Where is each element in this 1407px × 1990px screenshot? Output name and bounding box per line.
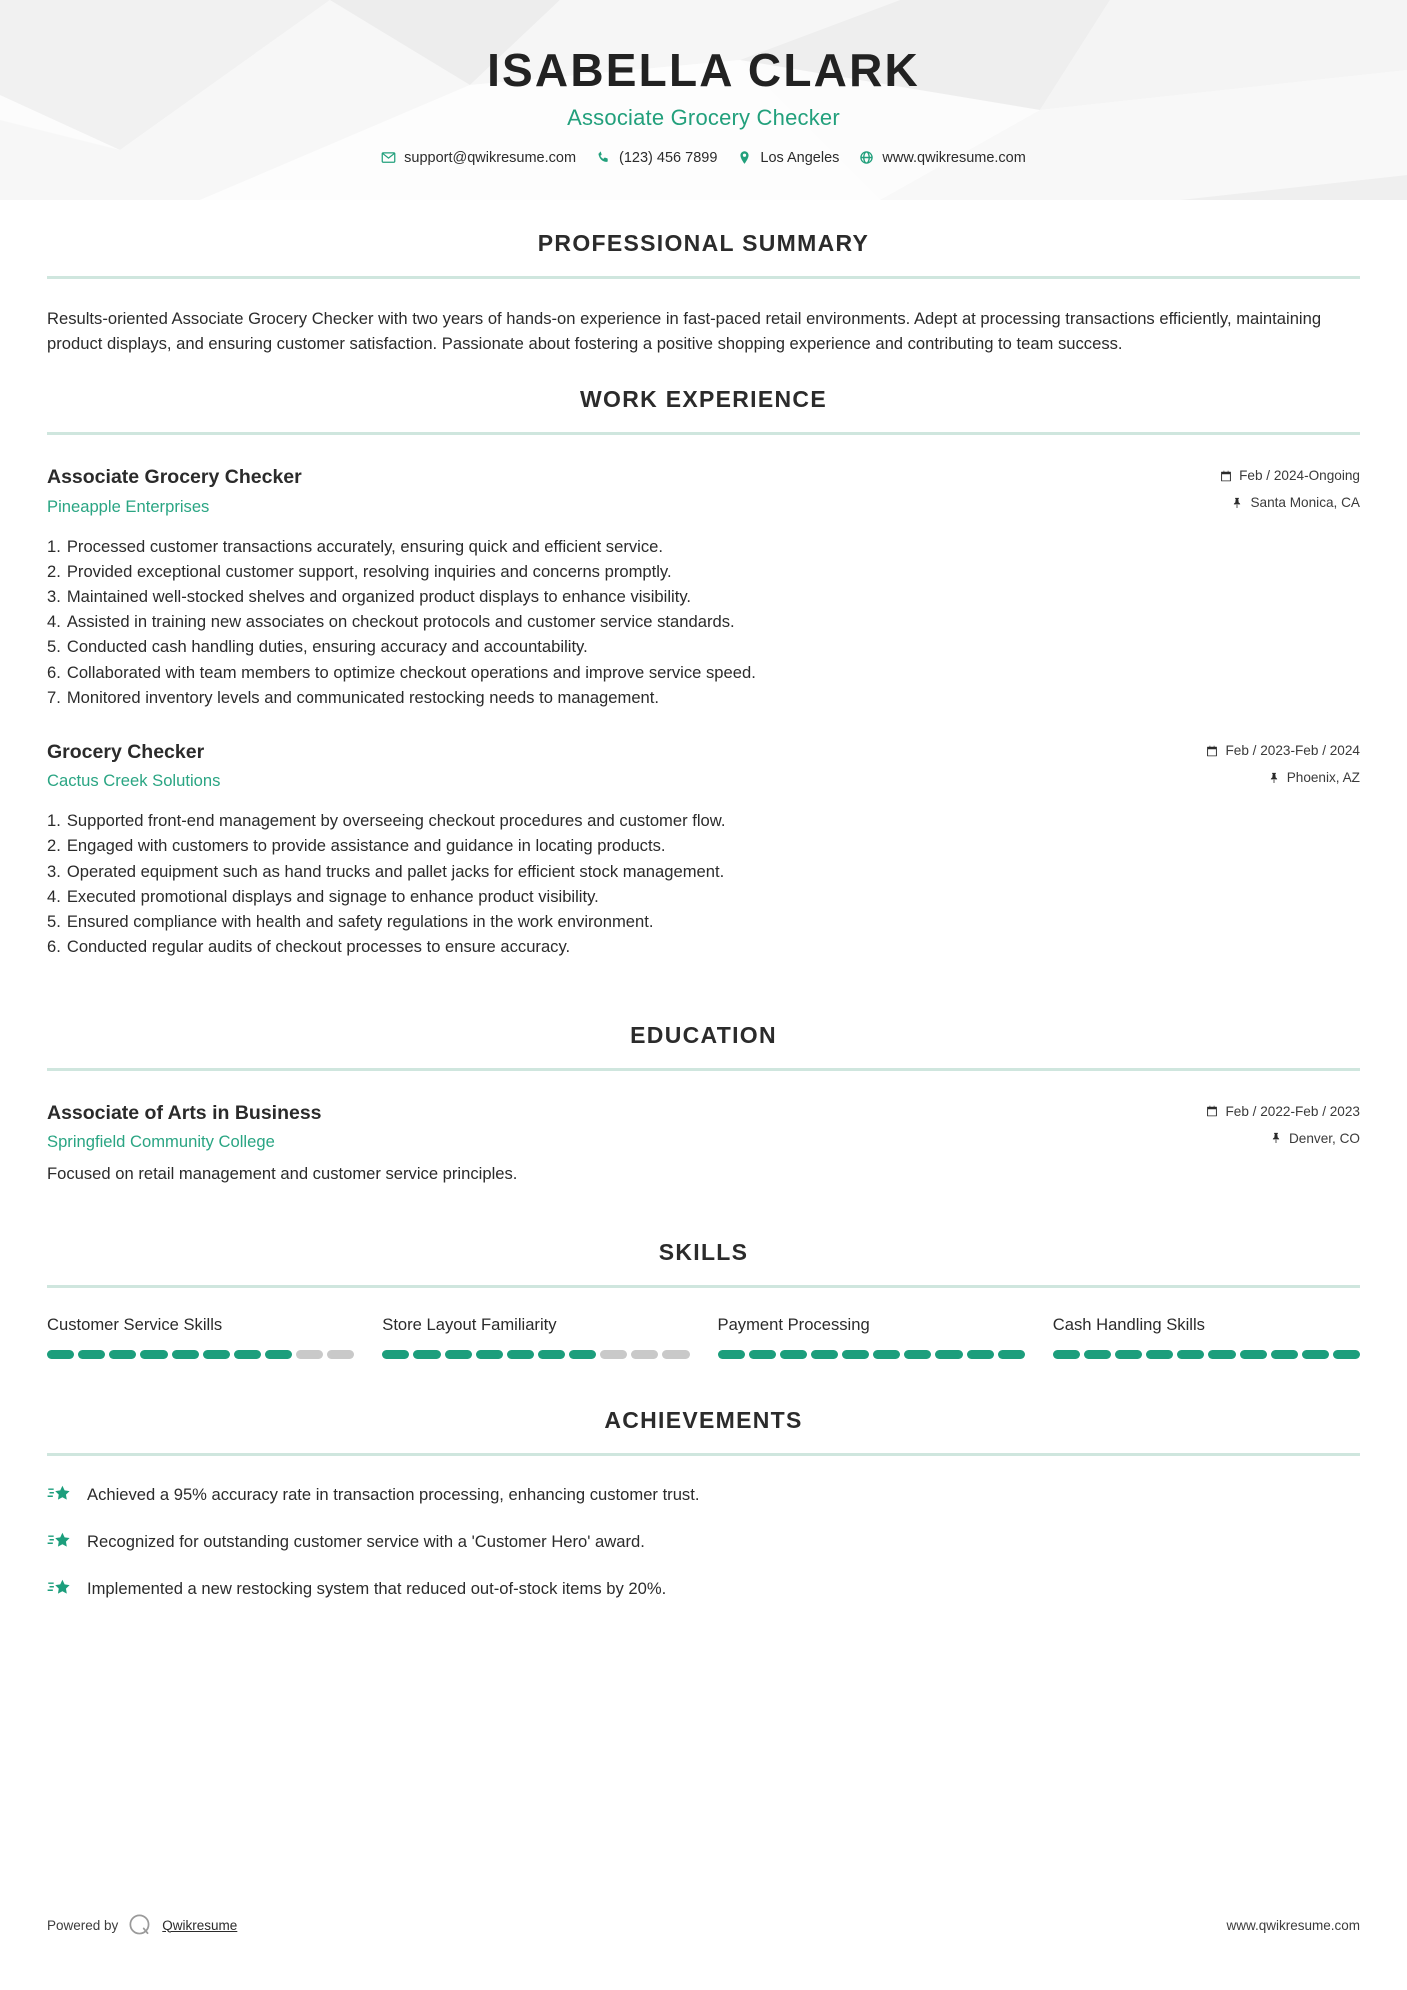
- bullet-text: Assisted in training new associates on checkout protocols and customer service standards.: [66, 612, 735, 632]
- skill-item: [1053, 1314, 1360, 1360]
- skill-meter-segment: [1053, 1350, 1080, 1359]
- contact-phone-value: (123) 456 7899: [619, 149, 718, 166]
- section-divider: [47, 276, 1360, 279]
- education-location: [1206, 1131, 1360, 1146]
- skill-meter-segment: [1146, 1350, 1173, 1359]
- education-dates: [1206, 1104, 1360, 1119]
- bullet-text: Ensured compliance with health and safety regulations in the work environment.: [66, 912, 654, 932]
- experience-dates: [1206, 743, 1360, 758]
- bullet-item: 6. Conducted regular audits of checkout processes to ensure accuracy.: [47, 934, 1360, 959]
- page-footer: [0, 1912, 1407, 1938]
- brand-name-link[interactable]: Qwikresume: [162, 1917, 238, 1933]
- achievement-item: [47, 1482, 1360, 1507]
- bullet-item: 7. Monitored inventory levels and communicated restocking needs to management.: [47, 685, 1360, 710]
- skill-meter-segment: [476, 1350, 503, 1359]
- skill-meter-segment: [234, 1350, 261, 1359]
- bullet-text: Operated equipment such as hand trucks and pallet jacks for efficient stock management.: [66, 861, 725, 881]
- skill-meter-segment: [109, 1350, 136, 1359]
- pushpin-icon: [1268, 772, 1280, 784]
- section-heading-skills: SKILLS: [658, 1238, 749, 1265]
- experience-location-value: Phoenix, AZ: [1286, 770, 1360, 786]
- skill-meter-segment: [935, 1350, 962, 1359]
- skill-meter: [47, 1350, 354, 1359]
- skill-meter-segment: [140, 1350, 167, 1359]
- skill-meter-segment: [1302, 1350, 1329, 1359]
- footer-website[interactable]: www.qwikresume.com: [1226, 1917, 1360, 1933]
- job-title: Associate Grocery Checker: [567, 104, 840, 130]
- skill-meter-segment: [718, 1350, 745, 1359]
- skill-meter-segment: [842, 1350, 869, 1359]
- bullet-text: Supported front-end management by overseeing checkout procedures and customer flow.: [66, 811, 726, 831]
- achievements-list: [47, 1482, 1360, 1601]
- bullet-item: 6. Collaborated with team members to optimize checkout operations and improve service speed.: [47, 660, 1360, 685]
- skill-meter-segment: [600, 1350, 627, 1359]
- skill-label: Payment Processing: [717, 1314, 870, 1334]
- bullet-text: Conducted regular audits of checkout processes to ensure accuracy.: [66, 937, 571, 957]
- experience-entry: [47, 465, 1360, 710]
- bullet-item: 3. Maintained well-stocked shelves and organized product displays to enhance visibility.: [47, 584, 1360, 609]
- shooting-star-icon: [47, 1576, 72, 1601]
- pushpin-icon: [1231, 497, 1243, 509]
- contact-website-value: www.qwikresume.com: [882, 149, 1026, 166]
- experience-dates-value: Feb / 2023-Feb / 2024: [1225, 743, 1360, 759]
- achievement-text: Recognized for outstanding customer service with a 'Customer Hero' award.: [87, 1531, 645, 1551]
- bullet-item: 5. Ensured compliance with health and safety regulations in the work environment.: [47, 909, 1360, 934]
- skill-meter-segment: [967, 1350, 994, 1359]
- education-degree: Associate of Arts in Business: [47, 1101, 322, 1124]
- skill-meter: [718, 1350, 1025, 1359]
- skill-item: [47, 1314, 354, 1360]
- skill-meter-segment: [413, 1350, 440, 1359]
- contact-location-value: Los Angeles: [760, 149, 840, 166]
- achievement-item: [47, 1576, 1360, 1601]
- skill-meter-segment: [172, 1350, 199, 1359]
- resume-header: [0, 0, 1407, 200]
- achievement-text: Implemented a new restocking system that reduced out-of-stock items by 20%.: [87, 1578, 667, 1598]
- bullet-text: Monitored inventory levels and communicated restocking needs to management.: [66, 687, 660, 707]
- section-heading-experience: WORK EXPERIENCE: [580, 386, 827, 413]
- contact-email[interactable]: [381, 150, 576, 166]
- skills-grid: [47, 1314, 1360, 1360]
- shooting-star-icon: [47, 1482, 72, 1507]
- skill-meter-segment: [631, 1350, 658, 1359]
- section-divider: [47, 432, 1360, 435]
- education-institution: Springfield Community College: [47, 1131, 275, 1151]
- experience-entry-header: [47, 740, 1360, 792]
- section-education: [47, 1022, 1360, 1187]
- skill-item: [718, 1314, 1025, 1360]
- calendar-icon: [1220, 470, 1232, 482]
- skill-label: Customer Service Skills: [47, 1314, 223, 1334]
- bullet-text: Conducted cash handling duties, ensuring accuracy and accountability.: [66, 637, 588, 657]
- contact-email-value: support@qwikresume.com: [404, 149, 577, 166]
- globe-icon: [859, 150, 874, 165]
- section-achievements: [47, 1407, 1360, 1601]
- bullet-item: 3. Operated equipment such as hand trucks and pallet jacks for efficient stock management.: [47, 859, 1360, 884]
- envelope-icon: [381, 150, 396, 165]
- bullet-text: Processed customer transactions accurately, ensuring quick and efficient service.: [66, 536, 663, 556]
- skill-label: Store Layout Familiarity: [382, 1314, 557, 1334]
- skill-meter: [382, 1350, 689, 1359]
- skill-meter-segment: [873, 1350, 900, 1359]
- bullet-item: 1. Supported front-end management by overseeing checkout procedures and customer flow.: [47, 808, 1360, 833]
- skill-item: [382, 1314, 689, 1360]
- section-heading-summary: PROFESSIONAL SUMMARY: [537, 230, 870, 256]
- contact-website[interactable]: [859, 150, 1025, 166]
- skill-meter-segment: [1333, 1350, 1360, 1359]
- skill-meter-segment: [1271, 1350, 1298, 1359]
- skill-meter-segment: [1084, 1350, 1111, 1359]
- bullet-item: 2. Engaged with customers to provide assistance and guidance in locating products.: [47, 833, 1360, 858]
- skill-meter-segment: [296, 1350, 323, 1359]
- bullet-text: Collaborated with team members to optimize checkout operations and improve service speed.: [66, 662, 756, 682]
- contact-location: [737, 150, 839, 166]
- footer-branding: [47, 1912, 237, 1938]
- resume-body: [0, 230, 1407, 1601]
- education-note: Focused on retail management and customer service principles.: [47, 1163, 518, 1183]
- skill-meter-segment: [538, 1350, 565, 1359]
- experience-dates: [1220, 468, 1360, 483]
- skill-meter-segment: [445, 1350, 472, 1359]
- experience-organization: Cactus Creek Solutions: [47, 771, 221, 791]
- map-pin-icon: [737, 150, 752, 165]
- skill-meter-segment: [998, 1350, 1025, 1359]
- pushpin-icon: [1270, 1132, 1282, 1144]
- education-entry-header: [47, 1101, 1360, 1153]
- powered-by-label: Powered by: [47, 1917, 119, 1933]
- skill-meter: [1053, 1350, 1360, 1359]
- contact-row: [0, 150, 1407, 166]
- skill-meter-segment: [265, 1350, 292, 1359]
- experience-entry-header: [47, 465, 1360, 517]
- skill-meter-segment: [203, 1350, 230, 1359]
- contact-phone[interactable]: [596, 150, 717, 166]
- section-divider: [47, 1285, 1360, 1288]
- summary-text: Results-oriented Associate Grocery Checker with two years of hands-on experience in fast-paced retail environments. Adept at processing transactions efficiently, maintaining product displays, and ensuring customer satisfaction. Passionate about fostering a positive shopping experience and contributing to team success.: [47, 309, 1322, 354]
- experience-bullets: [47, 808, 1360, 959]
- bullet-text: Executed promotional displays and signage to enhance product visibility.: [66, 886, 599, 906]
- experience-role: Grocery Checker: [47, 741, 205, 764]
- bullet-item: 1. Processed customer transactions accurately, ensuring quick and efficient service.: [47, 534, 1360, 559]
- education-entry: [47, 1101, 1360, 1187]
- experience-location: [1220, 495, 1360, 510]
- education-dates-value: Feb / 2022-Feb / 2023: [1225, 1103, 1360, 1119]
- section-work-experience: [47, 386, 1360, 959]
- bullet-text: Engaged with customers to provide assistance and guidance in locating products.: [66, 836, 666, 856]
- experience-bullets: [47, 534, 1360, 711]
- achievement-text: Achieved a 95% accuracy rate in transaction processing, enhancing customer trust.: [87, 1484, 700, 1504]
- skill-label: Cash Handling Skills: [1052, 1314, 1205, 1334]
- experience-role: Associate Grocery Checker: [47, 466, 302, 489]
- bullet-text: Maintained well-stocked shelves and organized product displays to enhance visibility.: [66, 586, 691, 606]
- skill-meter-segment: [1240, 1350, 1267, 1359]
- skill-meter-segment: [749, 1350, 776, 1359]
- skill-meter-segment: [382, 1350, 409, 1359]
- skill-meter-segment: [811, 1350, 838, 1359]
- bullet-item: 2. Provided exceptional customer support, resolving inquiries and concerns promptly.: [47, 559, 1360, 584]
- skill-meter-segment: [780, 1350, 807, 1359]
- skill-meter-segment: [47, 1350, 74, 1359]
- shooting-star-icon: [47, 1529, 72, 1554]
- skill-meter-segment: [327, 1350, 354, 1359]
- skill-meter-segment: [1208, 1350, 1235, 1359]
- experience-entry: [47, 740, 1360, 959]
- experience-organization: Pineapple Enterprises: [47, 496, 210, 516]
- section-heading-achievements: ACHIEVEMENTS: [604, 1407, 803, 1434]
- skill-meter-segment: [507, 1350, 534, 1359]
- achievement-item: [47, 1529, 1360, 1554]
- skill-meter-segment: [904, 1350, 931, 1359]
- bullet-text: Provided exceptional customer support, resolving inquiries and concerns promptly.: [66, 561, 672, 581]
- bullet-item: 5. Conducted cash handling duties, ensuring accuracy and accountability.: [47, 634, 1360, 659]
- section-divider: [47, 1453, 1360, 1456]
- skill-meter-segment: [78, 1350, 105, 1359]
- phone-icon: [596, 150, 611, 165]
- section-skills: [47, 1239, 1360, 1360]
- section-divider: [47, 1068, 1360, 1071]
- skill-meter-segment: [1177, 1350, 1204, 1359]
- bullet-item: 4. Executed promotional displays and signage to enhance product visibility.: [47, 884, 1360, 909]
- section-professional-summary: [47, 230, 1360, 356]
- experience-location: [1206, 770, 1360, 785]
- skill-meter-segment: [662, 1350, 689, 1359]
- qwikresume-logo-icon: [127, 1912, 153, 1938]
- bullet-item: 4. Assisted in training new associates on checkout protocols and customer service standards.: [47, 609, 1360, 634]
- skill-meter-segment: [1115, 1350, 1142, 1359]
- education-location-value: Denver, CO: [1288, 1130, 1360, 1146]
- skill-meter-segment: [569, 1350, 596, 1359]
- page-title: ISABELLA CLARK: [487, 44, 920, 96]
- section-heading-education: EDUCATION: [630, 1021, 777, 1048]
- experience-location-value: Santa Monica, CA: [1250, 495, 1360, 511]
- calendar-icon: [1206, 745, 1218, 757]
- experience-dates-value: Feb / 2024-Ongoing: [1239, 468, 1360, 484]
- calendar-icon: [1206, 1105, 1218, 1117]
